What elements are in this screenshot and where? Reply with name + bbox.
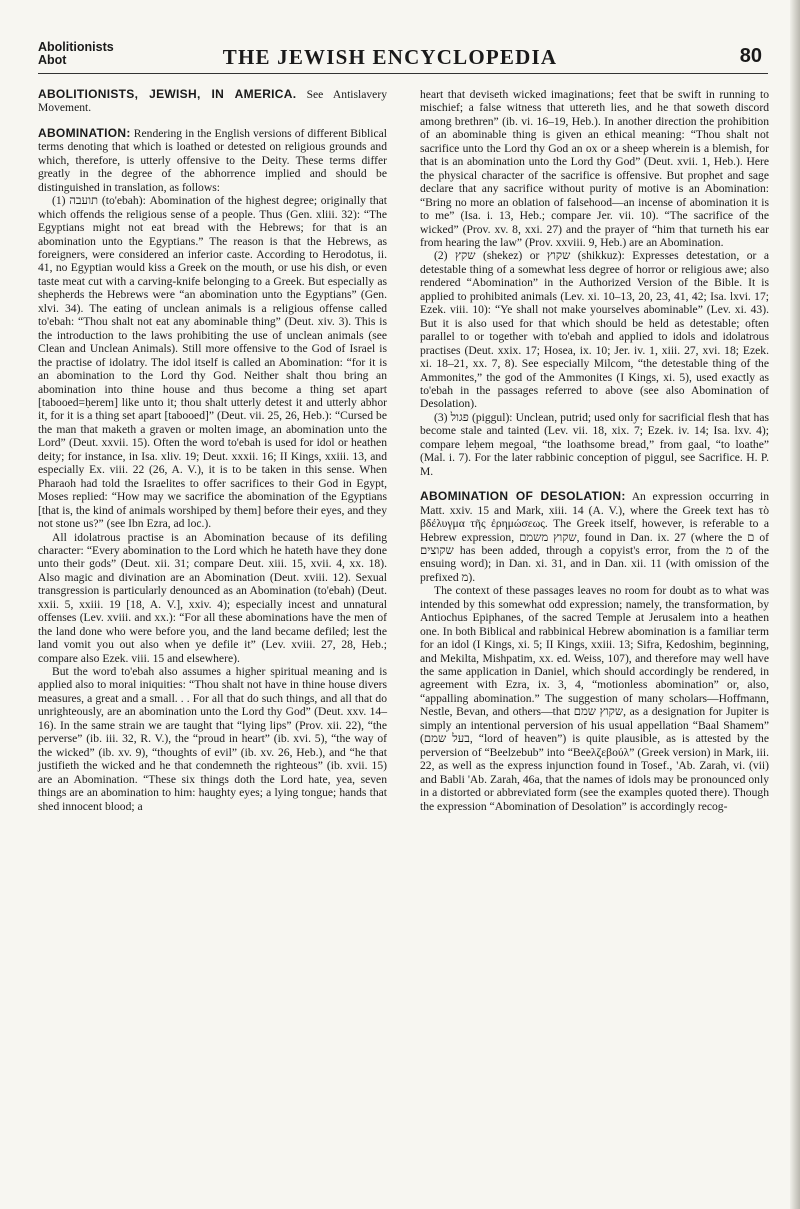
body-paragraph: (3) פגול (piggul): Unclean, putrid; used only for sacrificial flesh that has become stale and tainted (Lev. vii. 18, xix. 7; Ezek. iv. 14; Isa. lxv. 4); compare leḥem megoal, “the loathsome bread,” from gaal, “to loathe” (Mal. i. 7). For the later rabbinic conception of piggul, see Sacrifice. H. P. M. — [420, 410, 769, 478]
body-paragraph: (1) תועבה (to'ebah): Abomination of the highest degree; originally that which offends the religious sense of a people. Thus (Gen. xliii. 32): “The Egyptians might not eat bread with the Hebrews; for that is an abomination unto the Egyptians.” The reason is that the Hebrews, as foreigners, were considered an inferior caste. According to Herodotus, ii. 41, no Egyptian would kiss a Greek on the mouth, or use his dish, or even taste meat cut with a carving-knife belonging to a Greek. But especially as shepherds the Hebrews were “an abomination unto the Egyptians” (Gen. xlvi. 34). The eating of unclean animals is a religious offense called to'ebah: “Thou shalt not eat any abominable thing” (Deut. xiv. 3). This is the introduction to the laws prohibiting the use of unclean animals (see Clean and Unclean Animals). Still more offensive to the God of Israel is the practise of idolatry. The idol itself is called an Abomination: “for it is an abomination to the Lord thy God. Neither shalt thou bring an abomination into thine house and thus become a thing set apart [tabooed=ḥerem] like unto it; thou shalt utterly detest it and utterly abhor it, for it is a thing set apart [tabooed]” (Deut. vii. 25, 26, Heb.): “Cursed be the man that maketh a graven or molten image, an abomination unto the Lord” (Deut. xxvii. 15). Often the word to'ebah is used for idol or heathen deity; for instance, in Isa. xliv. 19; Deut. xxxii. 16; II Kings, xxiii. 13, and especially Ex. viii. 22 (26, A. V.), it is to be taken in this sense. When Pharaoh had told the Israelites to offer sacrifices to their God in Egypt, Moses replied: “How may we sacrifice the abomination of the Egyptians [that is, the kind of animals worshiped by them] before their eyes, and they not stone us?” (see Ibn Ezra, ad loc.). — [38, 194, 388, 531]
entry-paragraph — [420, 490, 769, 584]
entry-paragraph — [38, 127, 387, 194]
entry-headword: ABOMINATION: — [38, 125, 131, 140]
body-paragraph: But the word to'ebah also assumes a higher spiritual meaning and is applied also to moral iniquities: “Thou shalt not have in thine house divers measures, a great and a small. . . For all that do such things, and all that do unrighteously, are an abomination unto the Lord thy God” (Deut. xxv. 14–16). In the same strain we are taught that “lying lips” (Prov. xii. 22), “the perverse” (ib. iii. 32, R. V.), the “proud in heart” (ib. xvi. 5), “the way of the wicked” (ib. xv. 9), “thoughts of evil” (ib. xv. 26, Heb.), and “he that justifieth the wicked and he that condemneth the righteous” (ib. xvii. 15) are an Abomination. “These six things doth the Lord hate, yea, seven things are an abomination to him: haughty eyes; a lying tongue; hands that shed innocent blood; a — [38, 665, 387, 813]
page-number: 80 — [739, 45, 762, 67]
body-paragraph: The context of these passages leaves no room for doubt as to what was intended by this somewhat odd expression; namely, the transformation, by Antiochus Epiphanes, of the sacred Temple at Jerusalem into a heathen one. In both Biblical and rabbinical Hebrew abomination is a familiar term for an idol (I Kings, xi. 5; II Kings, xxiii. 13; Sifra, Ḳedoshim, beginning, and Mekilta, Mishpatim, xx. ed. Weiss, 107), and therefore may well have the same application in Daniel, which should accordingly be rendered, in agreement with Ezra, ix. 3, 4, “motionless abomination” or, also, “appalling abomination.” The suggestion of many scholars—Hoffmann, Nestle, Bevan, and others—that שקוץ שמם, as a designation for Jupiter is simply an intentional perversion of his usual appellation “Baal Shamem” (בעל שמם, “lord of heaven”) is quite plausible, as is attested by the perversion of “Beelzebub” into “Beeλζεβούλ” (Greek version) in Mark, iii. 22, as well as the express injunction found in Tosef., 'Ab. Zarah, vi. (vii) and Babli 'Ab. Zarah, 46a, that the names of idols may be pronounced only in a distorted or abbreviated form (see the examples quoted there). Though the expression “Abomination of Desolation” is accordingly recog- — [420, 584, 769, 813]
left-column — [38, 88, 387, 813]
entry-headword: ABOMINATION OF DESOLATION: — [420, 489, 626, 504]
entry-headword: ABOLITIONISTS, JEWISH, IN AMERICA. — [38, 87, 297, 101]
continued-paragraph: heart that deviseth wicked imaginations; feet that be swift in running to mischief; a false witness that uttereth lies, and he that soweth discord among brethren” (ib. vi. 16–19, Heb.). In another direction the prohibition of an abominable thing is given an ethical meaning: “Thou shalt not sacrifice unto the Lord thy God an ox or a sheep wherein is a blemish, for that is an abomination unto the Lord thy God” (Deut. xvii. 1, Heb.). Here the physical character of the sacrifice is offensive. But prophet and sage declare that any sacrifice without purity of motive is an Abomination: “Bring no more an oblation of falsehood—an incense of abomination it is to me” (Isa. i. 13, Heb.; compare Jer. vii. 10). “The sacrifice of the wicked” (Prov. xv. 8, xxi. 27) and the prayer of “him that turneth his ear from hearing the law” (Prov. xxviii. 9, Heb.) are an Abomination. — [420, 88, 769, 249]
guide-words — [38, 41, 128, 67]
entry-text: See Antislavery Movement. — [38, 88, 387, 115]
right-column — [420, 88, 769, 813]
running-title: THE JEWISH ENCYCLOPEDIA — [222, 45, 558, 69]
guide-word-top: Abolitionists — [38, 40, 114, 54]
entry-text: Rendering in the English versions of different Biblical terms denoting that which is loathed or detested on religious grounds and which, therefore, is utterly offensive to the Deity. These terms differ greatly in the degree of the abhorrence implied and should be distinguished in translation, as follows: — [38, 126, 387, 194]
page-edge-shadow — [790, 0, 800, 1209]
body-paragraph: (2) שקץ (shekez) or שקוץ (shikkuz): Expresses detestation, or a detestable thing of a somewhat less degree of horror or religious awe; also rendered “Abomination” in the Authorized Version of the Bible. It is applied to prohibited animals (Lev. xi. 10–13, 20, 23, 41, 42; Isa. lxvi. 17; Ezek. viii. 10): “Ye shall not make yourselves abominable” (Lev. xi. 43). But it is also used for that which should be held as detestable; often parallel to or together with to'ebah and applied to idols and idolatrous practises (Deut. xxix. 17; Hosea, ix. 10; Jer. iv. 1, xiii. 27, xvi. 18; Ezek. xi. 18–21, xx. 7, 8). See especially Milcom, “the detestable thing of the Ammonites,” the god of the Ammonites (I Kings, xi. 5), used exactly as to'ebah in the passages referred to above (see also Abomination of Desolation). — [420, 249, 769, 411]
entry-text: An expression occurring in Matt. xxiv. 15 and Mark, xiii. 14 (A. V.), where the Greek text has τὸ βδέλυγμα τῆς ἐρημώσεως. The Greek itself, however, is referable to a Hebrew expression, שקוץ משמם, found in Dan. ix. 27 (where the ם of שקוצים has been added, through a copyist's error, from the מ of the ensuing word); in Dan. xi. 31, and in Dan. xii. 11 (with omission of the prefixed מ). — [420, 490, 769, 584]
header-rule — [38, 73, 768, 74]
body-paragraph: All idolatrous practise is an Abomination because of its defiling character: “Every abomination to the Lord which he hateth have they done unto their gods” (Deut. xii. 31; compare Deut. xiii. 15, xvii. 4, xx. 18). Also magic and divination are an Abomination (Deut. xviii. 12). Sexual transgression is particularly denounced as an Abomination (to'ebah) (Deut. xxii. 5, xxiii. 19 [18, A. V.], xxiv. 4); especially incest and unnatural offenses (Lev. xviii. and xx.): “For all these abominations have the men of the land done who were before you, and the land became defiled; lest the land vomit you out also when ye defile it” (Lev. xviii. 27, 28, Heb.; compare also Ezek. viii. 15 and elsewhere). — [38, 530, 387, 665]
guide-word-bottom: Abot — [38, 53, 67, 67]
entry-paragraph — [38, 88, 387, 115]
